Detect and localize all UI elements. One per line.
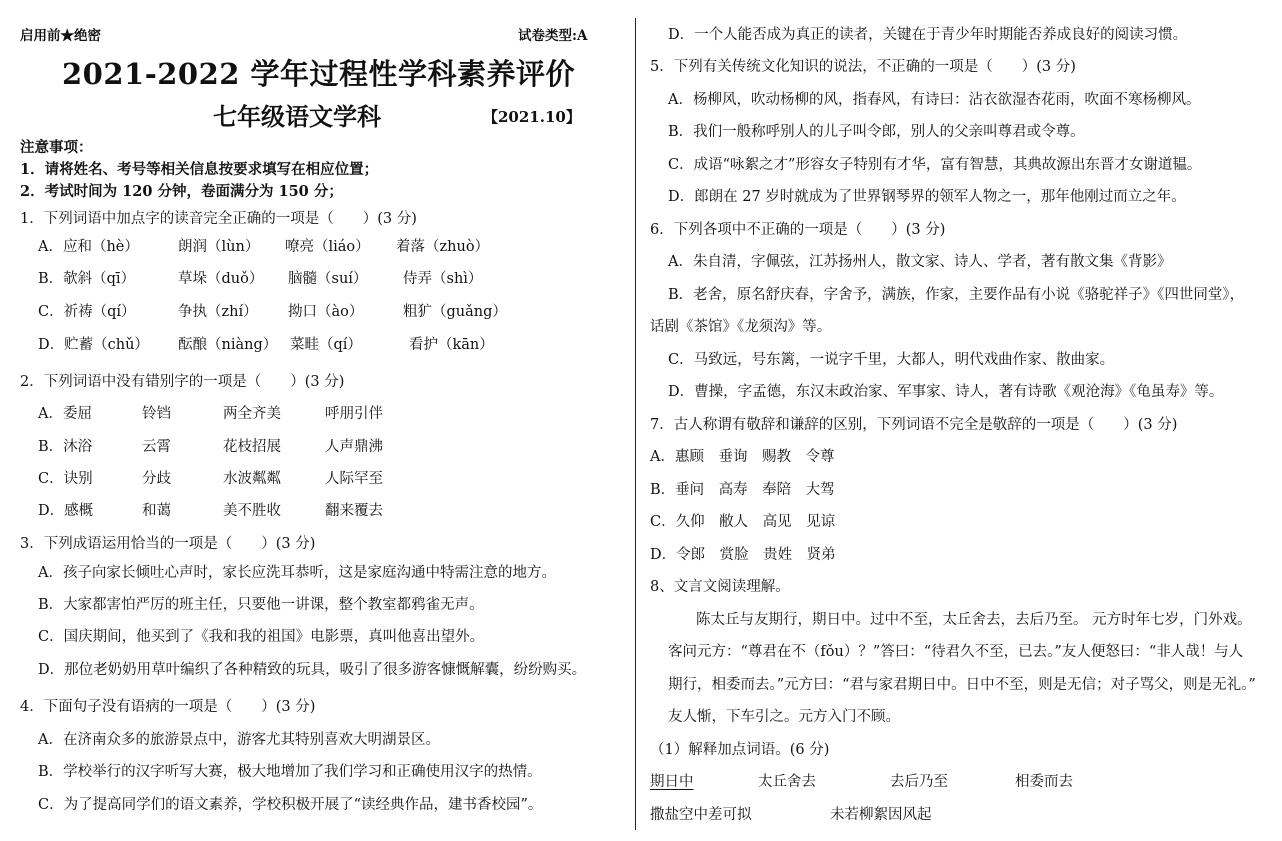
q2-b-4: 人声鼎沸 [325, 439, 383, 455]
q2-c-1: C．诀别 [38, 471, 93, 487]
q2-c-3: 水波粼粼 [223, 471, 281, 487]
q6-option-d: D．曹操，字孟德，东汉末政治家、军事家、诗人，著有诗歌《观沧海》《龟虽寿》等。 [668, 384, 1224, 400]
exam-type-label: 试卷类型:A [518, 28, 588, 44]
q2-d-3: 美不胜收 [223, 503, 281, 519]
passage-line-3: 期行，相委而去。”元方曰：“君与家君期日中。日中不至，则是无信；对子骂父，则是无礼。” [668, 677, 1256, 693]
q7-option-b: B．垂问 高寿 奉陪 大驾 [650, 482, 835, 498]
q6-option-a: A．朱自清，字佩弦，江苏扬州人，散文家、诗人、学者，著有散文集《背影》 [668, 254, 1172, 270]
q5-option-c: C．成语“咏絮之才”形容女子特别有才华，富有智慧，其典故源出东晋才女谢道韫。 [668, 157, 1202, 173]
q1-c-3: 拗口（ào） [288, 304, 364, 320]
q3-option-d: D．那位老奶奶用草叶编织了各种精致的玩具，吸引了很多游客慷慨解囊，纷纷购买。 [38, 662, 587, 678]
vocab-word-1-text: 期日中 [650, 774, 694, 790]
note-1: 1．请将姓名、考号等相关信息按要求填写在相应位置； [20, 161, 379, 178]
q3-option-b: B．大家都害怕严厉的班主任，只要他一讲课，整个教室都鸦雀无声。 [38, 597, 484, 613]
q1-d-1: D．贮蓄（chǔ） [38, 337, 149, 353]
q7-option-d: D．令郎 赏脸 贵姓 贤弟 [650, 547, 836, 563]
q6-option-b-line1: B．老舍，原名舒庆春，字舍予，满族，作家，主要作品有小说《骆驼祥子》《四世同堂》， [668, 287, 1245, 303]
q1-a-4: 着落（zhuò） [396, 239, 490, 255]
exam-subtitle: 七年级语文学科 [213, 102, 381, 131]
secret-label: 启用前★绝密 [20, 28, 101, 44]
q6-stem: 6．下列各项中不正确的一项是（ ）(3 分) [650, 222, 946, 238]
q1-d-2: 酝酿（niàng） [178, 337, 278, 353]
q7-option-c: C．久仰 敝人 高见 见谅 [650, 514, 836, 530]
vocab-word-4: 相委而去 [1015, 774, 1073, 790]
q6-option-c: C．马致远，号东篱，一说字千里，大都人，明代戏曲作家、散曲家。 [668, 352, 1115, 368]
q7-stem: 7．古人称谓有敬辞和谦辞的区别，下列词语不完全是敬辞的一项是（ ）(3 分) [650, 417, 1178, 433]
q1-c-2: 争执（zhí） [178, 304, 258, 320]
q4-option-c: C．为了提高同学们的语文素养，学校积极开展了“读经典作品，建书香校园”。 [38, 797, 543, 813]
q6-option-b-line2: 话剧《茶馆》《龙须沟》等。 [650, 319, 832, 335]
notes-heading: 注意事项： [20, 139, 93, 156]
q5-option-a: A．杨柳风，吹动杨柳的风，指春风，有诗曰：沾衣欲湿杏花雨，吹面不寒杨柳风。 [668, 92, 1201, 108]
q1-b-1: B．欹斜（qī） [38, 271, 136, 287]
left-column [0, 0, 632, 841]
exam-title: 2021-2022 学年过程性学科素养评价 [62, 57, 576, 91]
q3-option-c: C．国庆期间，他买到了《我和我的祖国》电影票，真叫他喜出望外。 [38, 629, 485, 645]
q2-d-2: 和蔼 [142, 503, 171, 519]
q1-b-4: 侍弄（shì） [403, 271, 483, 287]
exam-date: 【2021.10】 [483, 108, 581, 126]
q1-b-3: 脑髓（suí） [288, 271, 368, 287]
q4-option-b: B．学校举行的汉字听写大赛，极大地增加了我们学习和正确使用汉字的热情。 [38, 764, 542, 780]
q4-stem: 4．下面句子没有语病的一项是（ ）(3 分) [20, 699, 316, 715]
q2-a-1: A．委屈 [38, 406, 92, 422]
right-column [640, 0, 1282, 841]
q1-a-1: A．应和（hè） [38, 239, 139, 255]
vocab-word-1 [650, 772, 694, 792]
note-2: 2．考试时间为 120 分钟，卷面满分为 150 分； [20, 183, 343, 200]
passage-line-1: 陈太丘与友期行，期日中。过中不至，太丘舍去，去后乃至。 元方时年七岁，门外戏。 [696, 612, 1252, 628]
q1-c-4: 粗犷（guǎng） [403, 304, 507, 320]
q2-a-2: 铃铛 [142, 406, 171, 422]
q1-b-2: 草垛（duǒ） [178, 271, 264, 287]
vocab-word-2: 太丘舍去 [758, 774, 816, 790]
passage-line-2: 客问元方：“尊君在不（fǒu）？”答曰：“待君久不至，已去。”友人便怒曰：“非人哉！与人 [668, 644, 1244, 660]
q1-d-3: 菜畦（qí） [290, 337, 362, 353]
q1-a-2: 朗润（lùn） [178, 239, 260, 255]
vocab-word-5: 撒盐空中差可拟 [650, 807, 752, 823]
q2-b-3: 花枝招展 [223, 439, 281, 455]
q5-stem: 5．下列有关传统文化知识的说法，不正确的一项是（ ）(3 分) [650, 59, 1076, 75]
q3-stem: 3．下列成语运用恰当的一项是（ ）(3 分) [20, 536, 316, 552]
q1-stem: 1．下列词语中加点字的读音完全正确的一项是（ ）(3 分) [20, 211, 417, 227]
q3-option-a: A．孩子向家长倾吐心声时，家长应洗耳恭听，这是家庭沟通中特需注意的地方。 [38, 565, 556, 581]
q2-a-4: 呼朋引伴 [325, 406, 383, 422]
q2-b-1: B．沐浴 [38, 439, 93, 455]
q2-b-2: 云霄 [142, 439, 171, 455]
q5-option-b: B．我们一般称呼别人的儿子叫令郎，别人的父亲叫尊君或令尊。 [668, 124, 1085, 140]
q2-d-1: D．感概 [38, 503, 94, 519]
q4-option-d: D．一个人能否成为真正的读者，关键在于青少年时期能否养成良好的阅读习惯。 [668, 27, 1188, 43]
vocab-word-6: 未若柳絮因风起 [830, 807, 932, 823]
q1-c-1: C．祈祷（qí） [38, 304, 136, 320]
q2-stem: 2．下列词语中没有错别字的一项是（ ）(3 分) [20, 374, 345, 390]
q1-d-4: 看护（kān） [409, 337, 494, 353]
passage-line-4: 友人惭，下车引之。元方入门不顾。 [668, 709, 900, 725]
q2-d-4: 翻来覆去 [325, 503, 383, 519]
vocab-word-3: 去后乃至 [890, 774, 948, 790]
q8-stem: 8、文言文阅读理解。 [650, 579, 790, 595]
q5-option-d: D．郎朗在 27 岁时就成为了世界钢琴界的领军人物之一，那年他刚过而立之年。 [668, 189, 1186, 205]
q7-option-a: A．惠顾 垂询 赐教 令尊 [650, 449, 835, 465]
q1-a-3: 嘹亮（liáo） [285, 239, 370, 255]
q2-c-2: 分歧 [142, 471, 171, 487]
q2-a-3: 两全齐美 [223, 406, 281, 422]
q8-subquestion-1: （1）解释加点词语。(6 分) [650, 742, 830, 758]
column-divider [635, 18, 636, 830]
q4-option-a: A．在济南众多的旅游景点中，游客尤其特别喜欢大明湖景区。 [38, 732, 440, 748]
q2-c-4: 人际罕至 [325, 471, 383, 487]
